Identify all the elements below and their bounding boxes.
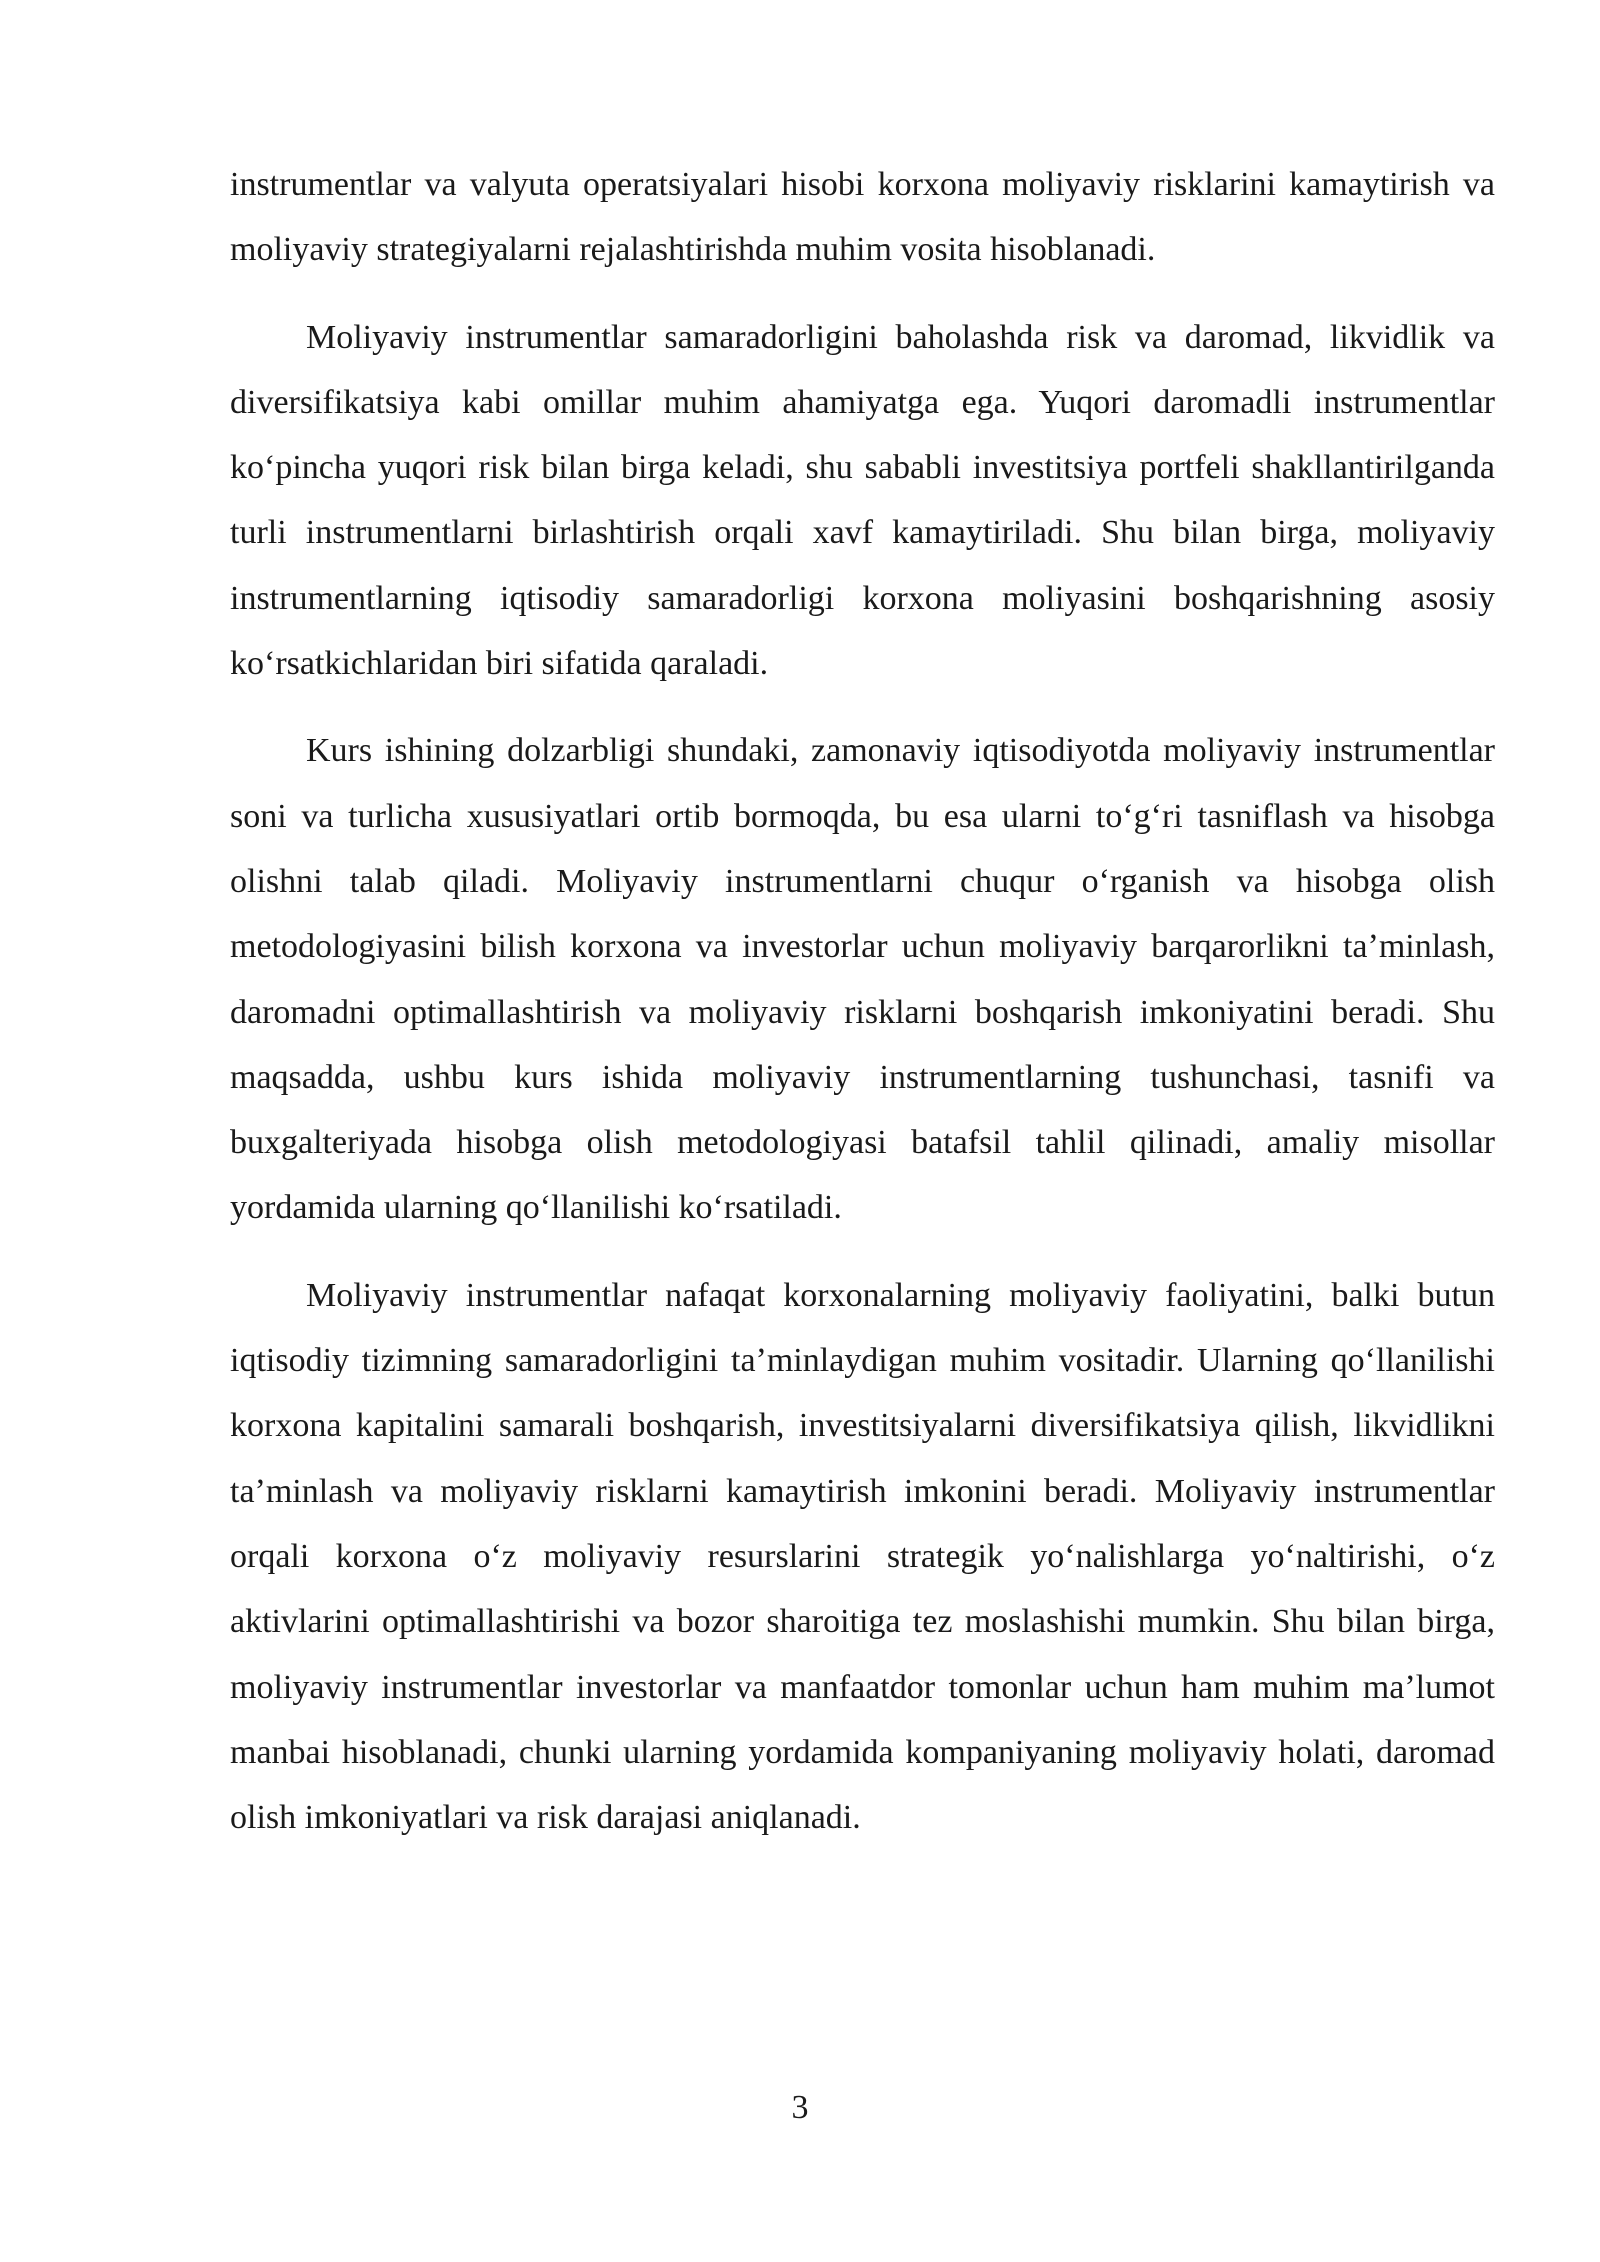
body-text (230, 152, 1495, 1872)
paragraph-course-relevance: Kurs ishining dolzarbligi shundaki, zamonaviy iqtisodiyotda moliyaviy instrumentlar soni va turlicha xususiyatlari ortib bormoqda, bu esa ularni toʻgʻri tasniflash va hisobga olishni talab qiladi. Moliyaviy instrumentlarni chuqur oʻrganish va hisobga olish metodologiyasini bilish korxona va investorlar uchun moliyaviy barqarorlikni taʼminlash, daromadni optimallashtirish va moliyaviy risklarni boshqarish imkoniyatini beradi. Shu maqsadda, ushbu kurs ishida moliyaviy instrumentlarning tushunchasi, tasnifi va buxgalteriyada hisobga olish metodologiyasi batafsil tahlil qilinadi, amaliy misollar yordamida ularning qoʻllanilishi koʻrsatiladi. (230, 732, 1495, 1227)
paragraph-continuation: instrumentlar va valyuta operatsiyalari hisobi korxona moliyaviy risklarini kamaytirish va moliyaviy strategiyalarni rejalashtirishda muhim vosita hisoblanadi. (230, 166, 1495, 269)
paragraph-instrument-efficiency: Moliyaviy instrumentlar samaradorligini baholashda risk va daromad, likvidlik va diversifikatsiya kabi omillar muhim ahamiyatga ega. Yuqori daromadli instrumentlar koʻpincha yuqori risk bilan birga keladi, shu sababli investitsiya portfeli shakllantirilganda turli instrumentlarni birlashtirish orqali xavf kamaytiriladi. Shu bilan birga, moliyaviy instrumentlarning iqtisodiy samaradorligi korxona moliyasini boshqarishning asosiy koʻrsatkichlaridan biri sifatida qaraladi. (230, 318, 1495, 683)
paragraph-instrument-importance: Moliyaviy instrumentlar nafaqat korxonalarning moliyaviy faoliyatini, balki butun iqtisodiy tizimning samaradorligini taʼminlaydigan muhim vositadir. Ularning qoʻllanilishi korxona kapitalini samarali boshqarish, investitsiyalarni diversifikatsiya qilish, likvidlikni taʼminlash va moliyaviy risklarni kamaytirish imkonini beradi. Moliyaviy instrumentlar orqali korxona oʻz moliyaviy resurslarini strategik yoʻnalishlarga yoʻnaltirishi, oʻz aktivlarini optimallashtirishi va bozor sharoitiga tez moslashishi mumkin. Shu bilan birga, moliyaviy instrumentlar investorlar va manfaatdor tomonlar uchun ham muhim maʼlumot manbai hisoblanadi, chunki ularning yordamida kompaniyaning moliyaviy holati, daromad olish imkoniyatlari va risk darajasi aniqlanadi. (230, 1276, 1495, 1837)
page-number: 3 (791, 2089, 809, 2126)
